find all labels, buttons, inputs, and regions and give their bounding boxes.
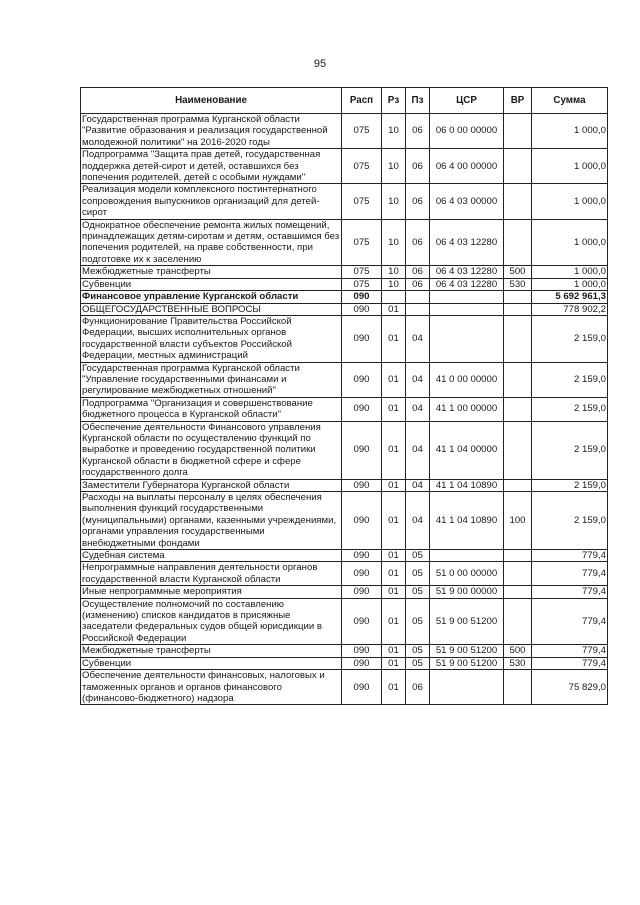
cell-name: Иные непрограммные мероприятия (81, 586, 342, 598)
cell-csr (430, 550, 504, 562)
cell-sum: 1 000,0 (532, 114, 608, 149)
table-row (81, 219, 608, 266)
cell-name: Подпрограмма "Защита прав детей, государственная поддержка детей-сирот и детей, оставшихся без попечения родителей, детей с особыми нуждами" (81, 149, 342, 184)
table-row (81, 362, 608, 397)
cell-rz: 01 (382, 315, 406, 362)
cell-name: Государственная программа Курганской области "Управление государственными финансами и регулирование межбюджетных отношений" (81, 362, 342, 397)
cell-csr (430, 315, 504, 362)
cell-rz (382, 291, 406, 303)
cell-rasp: 090 (342, 550, 382, 562)
table-row (81, 479, 608, 491)
cell-pz: 05 (406, 550, 430, 562)
cell-csr: 51 9 00 51200 (430, 657, 504, 669)
cell-rz: 01 (382, 562, 406, 586)
cell-vr (504, 479, 532, 491)
cell-vr: 500 (504, 266, 532, 278)
cell-rasp: 090 (342, 479, 382, 491)
cell-pz: 06 (406, 278, 430, 290)
table-row (81, 303, 608, 315)
cell-sum: 5 692 961,3 (532, 291, 608, 303)
cell-name: Обеспечение деятельности Финансового управления Курганской области по осуществлению функций по выработке и проведению государственной политики Курганской области в бюджетной сфере и сфере государственного долга (81, 421, 342, 479)
cell-csr: 51 9 00 51200 (430, 598, 504, 645)
cell-csr: 51 0 00 00000 (430, 562, 504, 586)
cell-rz: 01 (382, 397, 406, 421)
cell-vr (504, 586, 532, 598)
cell-csr: 06 4 00 00000 (430, 149, 504, 184)
cell-sum: 2 159,0 (532, 315, 608, 362)
table-row (81, 645, 608, 657)
cell-name: Осуществление полномочий по составлению (изменению) списков кандидатов в присяжные заседатели федеральных судов общей юрисдикции в Российской Федерации (81, 598, 342, 645)
cell-sum: 779,4 (532, 598, 608, 645)
cell-csr: 06 4 03 12280 (430, 266, 504, 278)
cell-csr: 41 1 00 00000 (430, 397, 504, 421)
cell-vr (504, 598, 532, 645)
cell-vr: 100 (504, 492, 532, 550)
cell-pz: 05 (406, 657, 430, 669)
cell-pz: 06 (406, 219, 430, 266)
cell-rasp: 090 (342, 562, 382, 586)
cell-pz: 06 (406, 184, 430, 219)
cell-csr: 41 1 04 10890 (430, 492, 504, 550)
cell-csr: 41 1 04 00000 (430, 421, 504, 479)
cell-csr: 41 0 00 00000 (430, 362, 504, 397)
cell-rz: 01 (382, 550, 406, 562)
cell-pz: 04 (406, 397, 430, 421)
cell-rz: 10 (382, 149, 406, 184)
header-vr: ВР (504, 88, 532, 114)
cell-sum: 1 000,0 (532, 266, 608, 278)
cell-sum: 75 829,0 (532, 670, 608, 705)
cell-sum: 2 159,0 (532, 479, 608, 491)
cell-vr (504, 184, 532, 219)
cell-pz (406, 291, 430, 303)
cell-rz: 01 (382, 645, 406, 657)
cell-csr (430, 291, 504, 303)
cell-pz: 04 (406, 421, 430, 479)
cell-rasp: 090 (342, 291, 382, 303)
cell-sum: 779,4 (532, 562, 608, 586)
cell-rasp: 075 (342, 266, 382, 278)
cell-csr (430, 303, 504, 315)
cell-vr (504, 562, 532, 586)
cell-pz: 04 (406, 479, 430, 491)
cell-sum: 2 159,0 (532, 492, 608, 550)
cell-pz: 05 (406, 586, 430, 598)
cell-pz: 04 (406, 492, 430, 550)
cell-vr: 500 (504, 645, 532, 657)
cell-name: Непрограммные направления деятельности органов государственной власти Курганской области (81, 562, 342, 586)
table-row (81, 421, 608, 479)
cell-vr: 530 (504, 278, 532, 290)
cell-rz: 01 (382, 479, 406, 491)
cell-vr (504, 550, 532, 562)
table-row (81, 670, 608, 705)
cell-pz: 04 (406, 362, 430, 397)
cell-vr (504, 362, 532, 397)
cell-vr (504, 149, 532, 184)
header-rasp: Расп (342, 88, 382, 114)
cell-rasp: 075 (342, 114, 382, 149)
cell-vr (504, 670, 532, 705)
page-number: 95 (313, 58, 327, 70)
table-row (81, 397, 608, 421)
table-body (81, 114, 608, 705)
cell-vr (504, 303, 532, 315)
cell-pz: 04 (406, 315, 430, 362)
cell-name: ОБЩЕГОСУДАРСТВЕННЫЕ ВОПРОСЫ (81, 303, 342, 315)
cell-sum: 1 000,0 (532, 219, 608, 266)
cell-sum: 1 000,0 (532, 278, 608, 290)
cell-vr (504, 421, 532, 479)
cell-rz: 01 (382, 586, 406, 598)
table-row (81, 598, 608, 645)
budget-table (80, 87, 608, 705)
cell-rasp: 075 (342, 184, 382, 219)
cell-pz: 06 (406, 149, 430, 184)
cell-rz: 10 (382, 266, 406, 278)
table-row (81, 266, 608, 278)
cell-sum: 1 000,0 (532, 184, 608, 219)
cell-sum: 2 159,0 (532, 362, 608, 397)
table-row (81, 184, 608, 219)
cell-rasp: 075 (342, 278, 382, 290)
table-row (81, 492, 608, 550)
cell-name: Заместители Губернатора Курганской области (81, 479, 342, 491)
cell-rasp: 090 (342, 362, 382, 397)
table-row (81, 315, 608, 362)
cell-name: Государственная программа Курганской области "Развитие образования и реализация государственной молодежной политики" на 2016-2020 годы (81, 114, 342, 149)
cell-pz: 06 (406, 670, 430, 705)
cell-name: Обеспечение деятельности финансовых, налоговых и таможенных органов и органов финансового (финансово-бюджетного) надзора (81, 670, 342, 705)
cell-name: Однократное обеспечение ремонта жилых помещений, принадлежащих детям-сиротам и детям, оставшимся без попечения родителей, на праве собственности, при подготовке их к заселению (81, 219, 342, 266)
cell-vr (504, 291, 532, 303)
cell-sum: 779,4 (532, 586, 608, 598)
cell-rasp: 090 (342, 598, 382, 645)
cell-pz: 05 (406, 598, 430, 645)
cell-rz: 10 (382, 278, 406, 290)
table-row (81, 586, 608, 598)
cell-rasp: 075 (342, 219, 382, 266)
cell-csr: 51 9 00 51200 (430, 645, 504, 657)
cell-rasp: 090 (342, 670, 382, 705)
cell-vr (504, 114, 532, 149)
cell-name: Межбюджетные трансферты (81, 645, 342, 657)
cell-vr: 530 (504, 657, 532, 669)
cell-name: Судебная система (81, 550, 342, 562)
cell-pz: 05 (406, 645, 430, 657)
table-row (81, 149, 608, 184)
cell-rz: 01 (382, 492, 406, 550)
cell-csr (430, 670, 504, 705)
cell-rasp: 075 (342, 149, 382, 184)
table-header-row (81, 88, 608, 114)
header-rz: Рз (382, 88, 406, 114)
cell-name: Субвенции (81, 657, 342, 669)
cell-rasp: 090 (342, 586, 382, 598)
table-row (81, 114, 608, 149)
cell-name: Субвенции (81, 278, 342, 290)
cell-rz: 01 (382, 670, 406, 705)
cell-rz: 01 (382, 303, 406, 315)
cell-sum: 779,4 (532, 657, 608, 669)
cell-pz: 06 (406, 266, 430, 278)
header-name: Наименование (81, 88, 342, 114)
cell-vr (504, 397, 532, 421)
header-pz: Пз (406, 88, 430, 114)
cell-rz: 01 (382, 362, 406, 397)
cell-sum: 778 902,2 (532, 303, 608, 315)
cell-rasp: 090 (342, 421, 382, 479)
cell-name: Финансовое управление Курганской области (81, 291, 342, 303)
cell-rz: 01 (382, 421, 406, 479)
cell-pz: 05 (406, 562, 430, 586)
cell-rasp: 090 (342, 397, 382, 421)
cell-rasp: 090 (342, 645, 382, 657)
table-row (81, 657, 608, 669)
cell-sum: 2 159,0 (532, 421, 608, 479)
cell-vr (504, 315, 532, 362)
cell-csr: 06 0 00 00000 (430, 114, 504, 149)
cell-name: Межбюджетные трансферты (81, 266, 342, 278)
cell-name: Функционирование Правительства Российской Федерации, высших исполнительных органов государственной власти субъектов Российской Федерации, местных администраций (81, 315, 342, 362)
cell-rz: 10 (382, 114, 406, 149)
cell-name: Расходы на выплаты персоналу в целях обеспечения выполнения функций государственными (муниципальными) органами, казенными учреждениями, органами управления государственными внебюджетными фондами (81, 492, 342, 550)
table-row (81, 562, 608, 586)
cell-csr: 06 4 03 12280 (430, 278, 504, 290)
cell-sum: 779,4 (532, 550, 608, 562)
header-sum: Сумма (532, 88, 608, 114)
table-row (81, 291, 608, 303)
cell-rz: 10 (382, 219, 406, 266)
cell-name: Подпрограмма "Организация и совершенствование бюджетного процесса в Курганской области" (81, 397, 342, 421)
cell-pz: 06 (406, 114, 430, 149)
cell-rz: 01 (382, 598, 406, 645)
cell-name: Реализация модели комплексного постинтернатного сопровождения выпускников организаций для детей-сирот (81, 184, 342, 219)
cell-csr: 06 4 03 00000 (430, 184, 504, 219)
cell-rasp: 090 (342, 657, 382, 669)
table-row (81, 550, 608, 562)
cell-sum: 2 159,0 (532, 397, 608, 421)
cell-rasp: 090 (342, 303, 382, 315)
cell-csr: 51 9 00 00000 (430, 586, 504, 598)
cell-pz (406, 303, 430, 315)
cell-csr: 41 1 04 10890 (430, 479, 504, 491)
cell-rz: 10 (382, 184, 406, 219)
cell-sum: 1 000,0 (532, 149, 608, 184)
header-csr: ЦСР (430, 88, 504, 114)
cell-rasp: 090 (342, 315, 382, 362)
cell-rasp: 090 (342, 492, 382, 550)
cell-rz: 01 (382, 657, 406, 669)
cell-vr (504, 219, 532, 266)
cell-sum: 779,4 (532, 645, 608, 657)
table-row (81, 278, 608, 290)
cell-csr: 06 4 03 12280 (430, 219, 504, 266)
